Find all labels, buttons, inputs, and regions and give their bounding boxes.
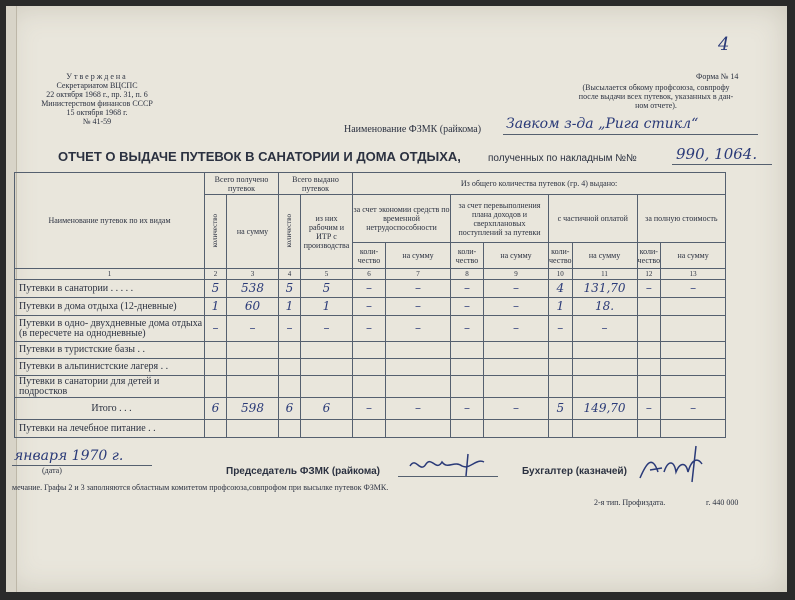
row-name: Путевки в дома отдыха (12-дневные) <box>15 298 205 316</box>
row-value <box>353 376 386 398</box>
column-number: 3 <box>227 269 279 280</box>
header-qty: количество <box>279 195 301 269</box>
column-number: 5 <box>301 269 353 280</box>
org-underline <box>503 134 758 135</box>
row-value <box>227 342 279 359</box>
report-table <box>14 172 726 438</box>
row-value <box>227 359 279 376</box>
table-row <box>15 359 726 376</box>
column-number: 12 <box>637 269 661 280</box>
header-from-total: Из общего количества путевок (гр. 4) выдано: <box>353 173 726 195</box>
form-sheet <box>6 6 787 592</box>
accountant-signature <box>636 442 716 484</box>
row-name: Путевки в одно- двухдневные дома отдыха (в пересчете на однодневные) <box>15 316 205 342</box>
row-value: – <box>637 398 661 420</box>
row-value: 538 <box>227 280 279 298</box>
row-value <box>572 359 637 376</box>
column-number: 8 <box>451 269 484 280</box>
row-value: – <box>386 280 451 298</box>
corner-number: 4 <box>718 34 730 55</box>
row-value: – <box>386 398 451 420</box>
report-title: ОТЧЕТ О ВЫДАЧЕ ПУТЕВОК В САНАТОРИИ И ДОМА ОТДЫХА, <box>58 149 461 164</box>
row-value <box>637 359 661 376</box>
footnote: мечание. Графы 2 и 3 заполняются областным комитетом профсоюза,совпрофом при высылке путевок ФЗМК. <box>12 483 389 492</box>
table-row <box>15 280 726 298</box>
row-value <box>353 420 386 438</box>
approval-line: № 41-59 <box>82 117 112 126</box>
table-row <box>15 376 726 398</box>
table-row <box>15 298 726 316</box>
header-economy: за счет экономии средств по временной нетрудоспособности <box>353 195 451 243</box>
date-label: (дата) <box>42 466 62 475</box>
waybill-label: полученных по накладным №№ <box>488 153 637 164</box>
column-number: 6 <box>353 269 386 280</box>
row-value <box>549 376 573 398</box>
chairman-signature <box>406 452 496 478</box>
row-value: – <box>279 316 301 342</box>
row-value <box>279 420 301 438</box>
column-number: 9 <box>484 269 549 280</box>
row-value: 6 <box>279 398 301 420</box>
row-value <box>301 342 353 359</box>
row-value: 1 <box>549 298 573 316</box>
row-value: – <box>451 398 484 420</box>
row-value: – <box>386 298 451 316</box>
printer-name: 2-я тип. Профиздата. <box>594 498 666 507</box>
row-value: – <box>451 298 484 316</box>
header-received: Всего получено путевок <box>205 173 279 195</box>
table-row <box>15 398 726 420</box>
row-value <box>205 376 227 398</box>
approval-line: 22 октября 1968 г., пр. 31, п. 6 <box>46 90 148 99</box>
approval-line: Министерством финансов СССР <box>41 99 153 108</box>
column-number: 13 <box>661 269 726 280</box>
header-qty-short: коли-чество <box>353 243 386 269</box>
header-qty-short: коли-чество <box>451 243 484 269</box>
row-value <box>451 420 484 438</box>
chairman-label: Председатель ФЗМК (райкома) <box>226 466 381 477</box>
print-order: г. 440 000 <box>706 498 739 507</box>
row-value: – <box>353 298 386 316</box>
form-number: Форма № 14 <box>696 72 739 81</box>
row-value: – <box>301 316 353 342</box>
row-value: 5 <box>301 280 353 298</box>
header-sum-short: на сумму <box>661 243 726 269</box>
row-value <box>572 376 637 398</box>
row-value <box>353 359 386 376</box>
row-name: Путевки в санатории . . . . . <box>15 280 205 298</box>
row-value <box>279 359 301 376</box>
row-value <box>572 420 637 438</box>
row-value <box>661 316 726 342</box>
column-number: 1 <box>15 269 205 280</box>
row-value: – <box>227 316 279 342</box>
date-value: января 1970 г. <box>14 448 124 464</box>
row-value <box>301 359 353 376</box>
column-number: 11 <box>572 269 637 280</box>
approval-heading: Утверждена <box>66 72 128 81</box>
dispatch-note-line: после выдачи всех путевок, указанных в дан- <box>578 92 734 101</box>
org-label: Наименование ФЗМК (райкома) <box>344 124 482 135</box>
header-sum: на сумму <box>227 195 279 269</box>
table-row <box>15 316 726 342</box>
header-name: Наименование путевок по их видам <box>15 173 205 269</box>
approval-block <box>12 72 182 126</box>
row-value <box>661 359 726 376</box>
row-value: 6 <box>205 398 227 420</box>
row-value <box>451 342 484 359</box>
row-value: – <box>353 398 386 420</box>
row-value <box>549 342 573 359</box>
column-number-row <box>15 269 726 280</box>
waybill-value: 990, 1064. <box>676 145 758 163</box>
row-value: 5 <box>549 398 573 420</box>
row-value <box>549 420 573 438</box>
row-value: 1 <box>301 298 353 316</box>
row-value <box>637 316 661 342</box>
org-value: Завком з-да „Рига стикл“ <box>506 116 699 132</box>
header-issued: Всего выдано путевок <box>279 173 353 195</box>
row-value: 18. <box>572 298 637 316</box>
row-value <box>301 376 353 398</box>
row-value: 60 <box>227 298 279 316</box>
row-value <box>661 298 726 316</box>
row-value <box>637 420 661 438</box>
row-value: 149,70 <box>572 398 637 420</box>
row-value <box>205 420 227 438</box>
row-value: – <box>484 280 549 298</box>
row-value <box>637 376 661 398</box>
row-value <box>549 359 573 376</box>
header-overplan: за счет перевыполнения плана доходов и сверхплановых поступлений за путевки <box>451 195 549 243</box>
row-value: 6 <box>301 398 353 420</box>
column-number: 2 <box>205 269 227 280</box>
column-number: 7 <box>386 269 451 280</box>
row-value <box>386 376 451 398</box>
row-value: 5 <box>279 280 301 298</box>
row-value <box>484 420 549 438</box>
row-value: 5 <box>205 280 227 298</box>
header-itr: из них рабочим и ИТР с производства <box>301 195 353 269</box>
row-value: 131,70 <box>572 280 637 298</box>
row-value <box>484 376 549 398</box>
row-value: – <box>451 316 484 342</box>
row-value <box>353 342 386 359</box>
row-value <box>484 359 549 376</box>
row-value <box>301 420 353 438</box>
row-value <box>484 342 549 359</box>
row-value: – <box>386 316 451 342</box>
header-qty-short: коли-чество <box>637 243 661 269</box>
header-qty: количество <box>205 195 227 269</box>
row-value: – <box>484 298 549 316</box>
header-partial: с частичной оплатой <box>549 195 638 243</box>
row-value <box>451 376 484 398</box>
approval-line: Секретариатом ВЦСПС <box>56 81 138 90</box>
row-value <box>637 342 661 359</box>
row-value <box>205 342 227 359</box>
row-value: – <box>451 280 484 298</box>
row-value: – <box>661 398 726 420</box>
column-number: 4 <box>279 269 301 280</box>
approval-line: 15 октября 1968 г. <box>66 108 128 117</box>
row-value: – <box>353 280 386 298</box>
row-name: Путевки на лечебное питание . . <box>15 420 205 438</box>
header-full: за полную стоимость <box>637 195 726 243</box>
header-sum-short: на сумму <box>484 243 549 269</box>
row-value <box>386 359 451 376</box>
row-value <box>572 342 637 359</box>
row-value <box>227 376 279 398</box>
row-value <box>451 359 484 376</box>
dispatch-note-line: (Высылается обкому профсоюза, совпрофу <box>582 83 730 92</box>
row-value: 1 <box>279 298 301 316</box>
accountant-label: Бухгалтер (казначей) <box>522 466 627 477</box>
header-qty-short: коли-чество <box>549 243 573 269</box>
row-value <box>637 298 661 316</box>
row-name: Путевки в санатории для детей и подростков <box>15 376 205 398</box>
row-value <box>279 376 301 398</box>
row-value: – <box>484 316 549 342</box>
row-value: 4 <box>549 280 573 298</box>
row-value: – <box>205 316 227 342</box>
row-value <box>386 342 451 359</box>
row-name: Путевки в туристские базы . . <box>15 342 205 359</box>
chairman-underline <box>398 476 498 477</box>
row-value <box>386 420 451 438</box>
row-value: – <box>353 316 386 342</box>
row-value: – <box>549 316 573 342</box>
table-row <box>15 342 726 359</box>
row-value: 1 <box>205 298 227 316</box>
column-number: 10 <box>549 269 573 280</box>
row-value <box>227 420 279 438</box>
date-underline <box>12 465 152 466</box>
row-value <box>205 359 227 376</box>
row-value <box>661 420 726 438</box>
dispatch-note-line: ном отчете). <box>635 101 677 110</box>
table-row <box>15 420 726 438</box>
header-sum-short: на сумму <box>572 243 637 269</box>
row-value: – <box>572 316 637 342</box>
row-name: Путевки в альпинистские лагеря . . <box>15 359 205 376</box>
row-value <box>279 342 301 359</box>
waybill-underline <box>672 164 772 165</box>
row-value: – <box>484 398 549 420</box>
row-name: Итого . . . <box>15 398 205 420</box>
dispatch-note <box>541 83 771 110</box>
header-sum-short: на сумму <box>386 243 451 269</box>
row-value: 598 <box>227 398 279 420</box>
row-value: – <box>661 280 726 298</box>
row-value: – <box>637 280 661 298</box>
row-value <box>661 342 726 359</box>
row-value <box>661 376 726 398</box>
table-body <box>15 280 726 438</box>
